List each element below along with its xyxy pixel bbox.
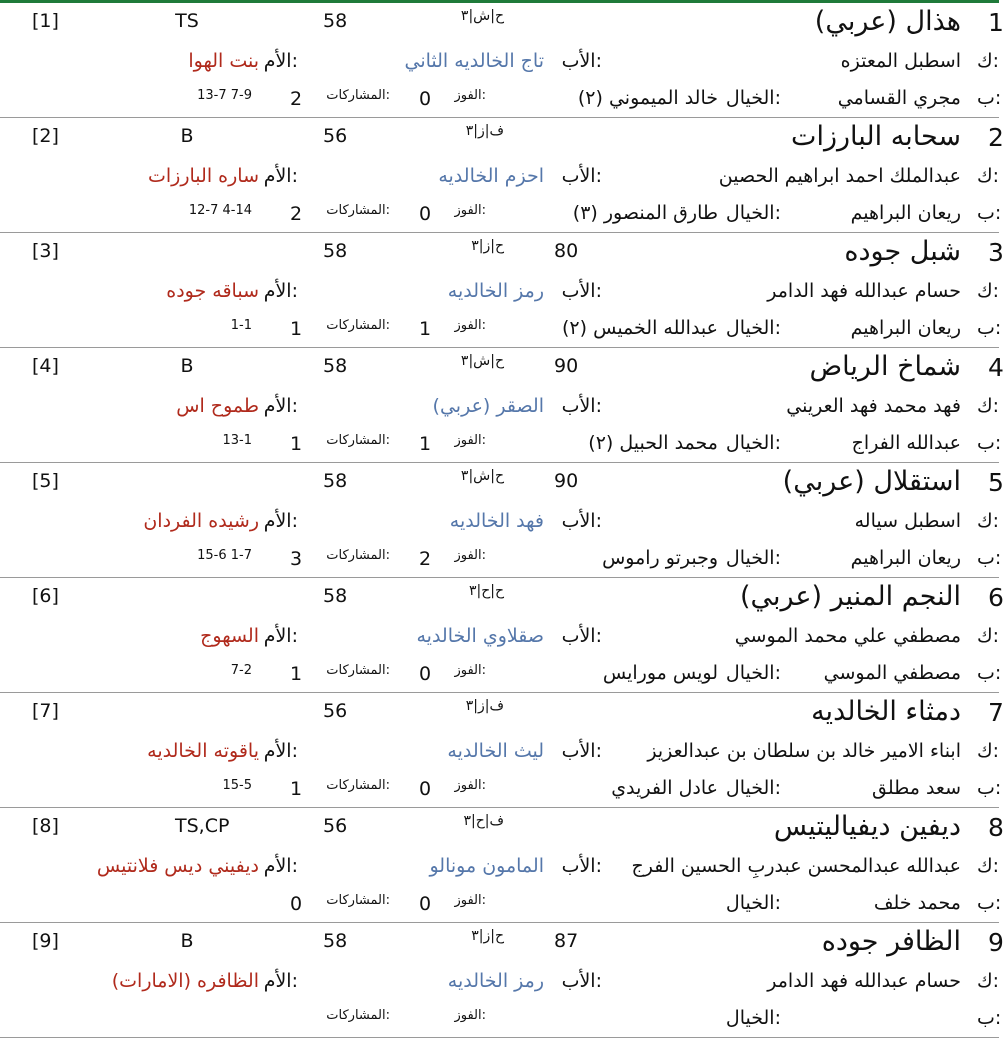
starts-label: المشاركات: [326, 548, 390, 563]
dam-label: الأم: [263, 625, 298, 647]
jockey-label: الخيال: [725, 777, 781, 799]
jockey-label: الخيال: [725, 1007, 781, 1029]
jockey-name[interactable]: عبدالله الخميس (٢) [562, 317, 718, 339]
starts-label: المشاركات: [326, 318, 390, 333]
dam-label: الأم: [263, 395, 298, 417]
horse-name[interactable]: الظافر جوده [821, 926, 961, 957]
runner-card [0, 463, 1004, 578]
breeder-label: ب: [977, 892, 1002, 914]
sire-label: الأب: [561, 50, 602, 72]
weight: 58 [323, 470, 348, 492]
sire-name[interactable]: الصقر (عربي) [432, 395, 544, 417]
runner-number: 6 [988, 583, 1004, 612]
breeder-name[interactable]: ريعان البراهيم [850, 202, 961, 224]
race-code: ح|ز|٣ [471, 238, 504, 254]
sire-label: الأب: [561, 280, 602, 302]
breeder-label: ب: [977, 1007, 1002, 1029]
wins-count: 0 [419, 893, 432, 915]
sire-label: الأب: [561, 855, 602, 877]
sire-name[interactable]: صقلاوي الخالديه [416, 625, 544, 647]
owner-label: ك: [977, 165, 1000, 187]
rating: 87 [554, 930, 579, 952]
sire-name[interactable]: ليث الخالديه [447, 740, 544, 762]
runner-index: [5] [32, 470, 59, 492]
starts-count: 1 [290, 778, 303, 800]
wins-count: 0 [419, 203, 432, 225]
runner-card [0, 808, 1004, 923]
runner-index: [3] [32, 240, 59, 262]
race-code: ح|ح|٣ [468, 583, 504, 599]
owner-label: ك: [977, 50, 1000, 72]
owner-name[interactable]: حسام عبدالله فهد الدامر [767, 280, 961, 302]
dam-label: الأم: [263, 740, 298, 762]
wins-label: الفوز: [454, 548, 486, 563]
breeder-name[interactable]: محمد خلف [873, 892, 961, 914]
weight: 56 [323, 815, 348, 837]
runner-number: 8 [988, 813, 1004, 842]
horse-name[interactable]: سحابه البارزات [791, 121, 961, 152]
sire-name[interactable]: رمز الخالديه [447, 970, 544, 992]
runner-card [0, 348, 1004, 463]
jockey-name[interactable]: محمد الحبيل (٢) [588, 432, 718, 454]
race-code: ح|ش|٣ [460, 8, 504, 24]
dam-name[interactable]: رشيده الفردان [143, 510, 259, 532]
breeder-label: ب: [977, 432, 1002, 454]
sire-label: الأب: [561, 740, 602, 762]
starts-label: المشاركات: [326, 893, 390, 908]
starts-label: المشاركات: [326, 778, 390, 793]
runner-index: [7] [32, 700, 59, 722]
sire-label: الأب: [561, 510, 602, 532]
wins-count: 1 [419, 433, 432, 455]
wins-label: الفوز: [454, 893, 486, 908]
runner-number: 2 [988, 123, 1004, 152]
jockey-name[interactable]: لويس مورايس [602, 662, 718, 684]
owner-label: ك: [977, 395, 1000, 417]
starts-label: المشاركات: [326, 663, 390, 678]
horse-name[interactable]: شماخ الرياض [809, 351, 961, 382]
wins-count: 0 [419, 88, 432, 110]
weight: 58 [323, 585, 348, 607]
runner-number: 3 [988, 238, 1004, 267]
owner-name[interactable]: ابناء الامير خالد بن سلطان بن عبدالعزيز [647, 740, 961, 762]
starts-label: المشاركات: [326, 1008, 390, 1023]
owner-name[interactable]: عبدالله عبدالمحسن عبدربِ الحسين الفرج [631, 855, 961, 877]
rating: 90 [554, 355, 579, 377]
race-code: ح|ش|٣ [460, 353, 504, 369]
breeder-label: ب: [977, 87, 1002, 109]
horse-name[interactable]: ديفين ديفياليتيس [773, 811, 961, 842]
breeder-label: ب: [977, 777, 1002, 799]
starts-count: 1 [290, 433, 303, 455]
jockey-label: الخيال: [725, 662, 781, 684]
dam-label: الأم: [263, 165, 298, 187]
runner-number: 5 [988, 468, 1004, 497]
sire-label: الأب: [561, 970, 602, 992]
rating: 90 [554, 470, 579, 492]
dam-name[interactable]: الظافره (الامارات) [111, 970, 259, 992]
race-code: ح|ش|٣ [460, 468, 504, 484]
gear: B [180, 125, 194, 147]
dam-name[interactable]: ساره البارزات [148, 165, 259, 187]
gear: B [180, 355, 194, 377]
horse-name[interactable]: هذال (عربي) [814, 6, 961, 37]
owner-name[interactable]: اسطبل سياله [854, 510, 961, 532]
dam-label: الأم: [263, 970, 298, 992]
wins-count: 0 [419, 778, 432, 800]
breeder-label: ب: [977, 317, 1002, 339]
owner-name[interactable]: مصطفي علي محمد الموسي [734, 625, 961, 647]
owner-label: ك: [977, 625, 1000, 647]
gear: B [180, 930, 194, 952]
wins-label: الفوز: [454, 433, 486, 448]
horse-name[interactable]: شبل جوده [844, 236, 961, 267]
dam-name[interactable]: ديفيني ديس فلانتيس [96, 855, 259, 877]
starts-label: المشاركات: [326, 433, 390, 448]
starts-count: 0 [290, 893, 303, 915]
runner-card [0, 233, 1004, 348]
breeder-name[interactable]: سعد مطلق [872, 777, 961, 799]
runner-index: [2] [32, 125, 59, 147]
jockey-label: الخيال: [725, 202, 781, 224]
owner-name[interactable]: عبدالملك احمد ابراهيم الحصين [718, 165, 961, 187]
jockey-label: الخيال: [725, 547, 781, 569]
jockey-name[interactable]: عادل الفريدي [611, 777, 718, 799]
runner-card [0, 923, 1004, 1038]
starts-label: المشاركات: [326, 88, 390, 103]
dam-label: الأم: [263, 855, 298, 877]
runner-card [0, 3, 1004, 118]
owner-name[interactable]: اسطبل المعتزه [840, 50, 961, 72]
weight: 56 [323, 125, 348, 147]
wins-count: 0 [419, 663, 432, 685]
dam-name[interactable]: طموح اس [176, 395, 259, 417]
dam-label: الأم: [263, 280, 298, 302]
breeder-name[interactable]: عبدالله الفراج [851, 432, 961, 454]
breeder-label: ب: [977, 547, 1002, 569]
runner-card [0, 693, 1004, 808]
breeder-name[interactable]: ريعان البراهيم [850, 317, 961, 339]
dam-name[interactable]: ياقوته الخالديه [147, 740, 259, 762]
dam-name[interactable]: سباقه جوده [166, 280, 259, 302]
starts-label: المشاركات: [326, 203, 390, 218]
runner-index: [9] [32, 930, 59, 952]
runner-number: 7 [988, 698, 1004, 727]
weight: 58 [323, 355, 348, 377]
sire-label: الأب: [561, 165, 602, 187]
weight: 58 [323, 10, 348, 32]
sire-label: الأب: [561, 625, 602, 647]
jockey-label: الخيال: [725, 87, 781, 109]
wins-count: 2 [419, 548, 432, 570]
runner-number: 9 [988, 928, 1004, 957]
race-code: ف|ز|٣ [465, 698, 504, 714]
sire-name[interactable]: احزم الخالديه [438, 165, 544, 187]
sire-label: الأب: [561, 395, 602, 417]
dam-name[interactable]: السهوج [200, 625, 259, 647]
form-history: 13-7 7-9 [197, 88, 252, 103]
jockey-label: الخيال: [725, 317, 781, 339]
owner-label: ك: [977, 855, 1000, 877]
breeder-name[interactable]: مصطفي الموسي [823, 662, 961, 684]
runner-card [0, 578, 1004, 693]
wins-count: 1 [419, 318, 432, 340]
sire-name[interactable]: فهد الخالديه [449, 510, 544, 532]
wins-label: الفوز: [454, 88, 486, 103]
runner-number: 1 [988, 8, 1004, 37]
form-history: 7-2 [230, 663, 252, 678]
gear: TS,CP [175, 815, 230, 837]
race-code: ف|ز|٣ [465, 123, 504, 139]
jockey-name[interactable]: وجبرتو راموس [602, 547, 718, 569]
breeder-name[interactable]: مجري القسامي [837, 87, 961, 109]
horse-name[interactable]: استقلال (عربي) [782, 466, 961, 497]
starts-count: 1 [290, 318, 303, 340]
gear: TS [175, 10, 199, 32]
form-history: 13-1 [222, 433, 252, 448]
sire-name[interactable]: تاج الخالديه الثاني [404, 50, 544, 72]
dam-label: الأم: [263, 50, 298, 72]
owner-label: ك: [977, 970, 1000, 992]
weight: 58 [323, 240, 348, 262]
race-code: ح|ز|٣ [471, 928, 504, 944]
race-code: ف|ح|٣ [463, 813, 504, 829]
wins-label: الفوز: [454, 778, 486, 793]
horse-name[interactable]: النجم المنير (عربي) [739, 581, 961, 612]
dam-label: الأم: [263, 510, 298, 532]
owner-name[interactable]: فهد محمد فهد العريني [786, 395, 961, 417]
form-history: 15-6 1-7 [197, 548, 252, 563]
owner-label: ك: [977, 510, 1000, 532]
rating: 80 [554, 240, 579, 262]
breeder-label: ب: [977, 202, 1002, 224]
owner-label: ك: [977, 280, 1000, 302]
wins-label: الفوز: [454, 318, 486, 333]
runner-index: [1] [32, 10, 59, 32]
sire-name[interactable]: رمز الخالديه [447, 280, 544, 302]
jockey-label: الخيال: [725, 432, 781, 454]
runner-index: [8] [32, 815, 59, 837]
form-history: 15-5 [222, 778, 252, 793]
starts-count: 3 [290, 548, 303, 570]
horse-name[interactable]: دمثاء الخالديه [811, 696, 961, 727]
form-history: 1-1 [230, 318, 252, 333]
form-history: 12-7 4-14 [188, 203, 252, 218]
wins-label: الفوز: [454, 663, 486, 678]
jockey-label: الخيال: [725, 892, 781, 914]
owner-name[interactable]: حسام عبدالله فهد الدامر [767, 970, 961, 992]
wins-label: الفوز: [454, 203, 486, 218]
jockey-name[interactable]: طارق المنصور (٣) [572, 202, 718, 224]
starts-count: 2 [290, 203, 303, 225]
breeder-name[interactable]: ريعان البراهيم [850, 547, 961, 569]
runner-index: [6] [32, 585, 59, 607]
weight: 58 [323, 930, 348, 952]
starts-count: 1 [290, 663, 303, 685]
runner-number: 4 [988, 353, 1004, 382]
sire-name[interactable]: المامون مونالو [429, 855, 544, 877]
dam-name[interactable]: بنت الهوا [188, 50, 259, 72]
breeder-label: ب: [977, 662, 1002, 684]
jockey-name[interactable]: خالد الميموني (٢) [577, 87, 718, 109]
owner-label: ك: [977, 740, 1000, 762]
runner-card [0, 118, 1004, 233]
wins-label: الفوز: [454, 1008, 486, 1023]
runner-index: [4] [32, 355, 59, 377]
starts-count: 2 [290, 88, 303, 110]
weight: 56 [323, 700, 348, 722]
